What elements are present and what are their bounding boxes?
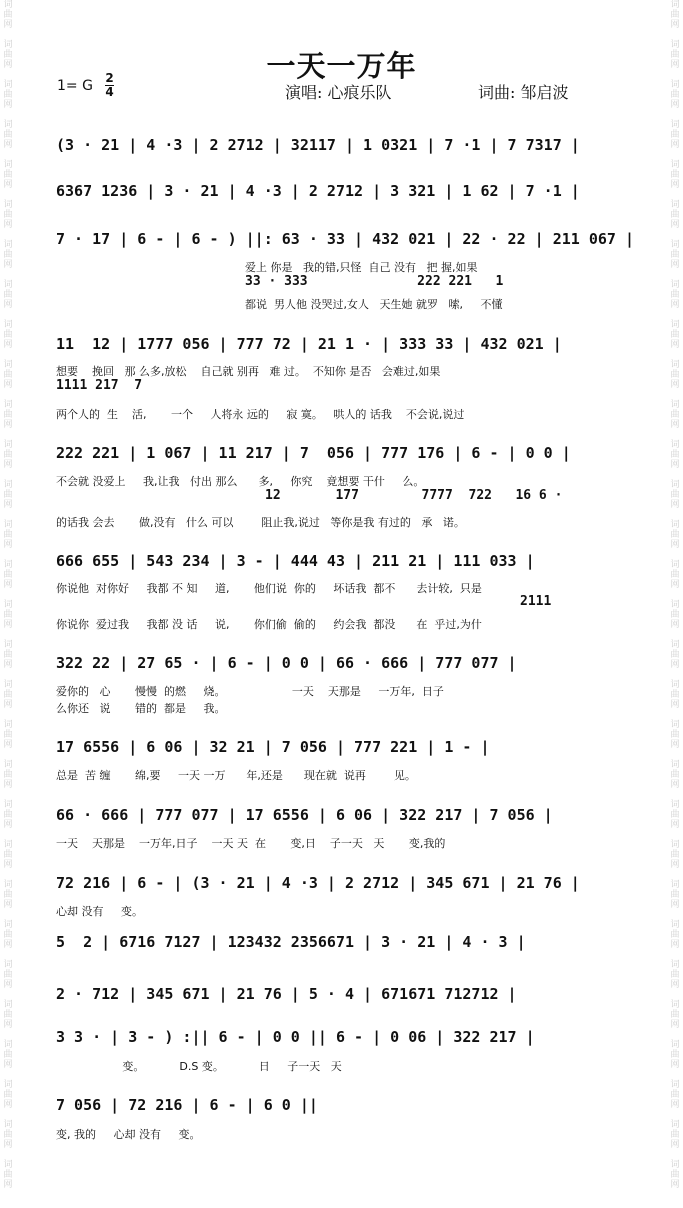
notation-line: 222 221 | 1 067 | 11 217 | 7 056 | 777 176 | 6 - | 0 0 | <box>56 444 571 462</box>
lyric-line: 么你还 说 错的 都是 我。 <box>56 702 226 715</box>
meter-top: 2 <box>105 71 114 85</box>
watermark-left: 词 曲 网 词 曲 网 词 曲 网 词 曲 网 词 曲 网 词 曲 网 词 曲 网 词 曲 网 词 曲 网 词 曲 网 词 曲 网 词 曲 网 词 曲 网 词 曲 网 词 曲 网 词 曲 网 词 曲 网 词 曲 网 词 曲 网 词 曲 网 词 曲 网 词 曲 网 词 曲 网 词 曲 网 词 曲 网 词 曲 网 词 曲 网 词 曲 网 词 曲 网 词 曲 网 <box>3 0 13 1190</box>
lyric-line: 一天 天那是 一万年,日子 一天 天 在 变,日 子一天 天 变,我的 <box>56 837 446 850</box>
notation-line: 3 3 · | 3 - ) :|| 6 - | 0 0 || 6 - | 0 06 | 322 217 | <box>56 1028 535 1046</box>
notation-line: 17 6556 | 6 06 | 32 21 | 7 056 | 777 221 | 1 - | <box>56 738 490 756</box>
lyric-line: 爱上 你是 我的错,只怪 自己 没有 把 握,如果 <box>245 261 478 274</box>
lyric-line: 两个人的 生 活, 一个 人将永 远的 寂 寞。 哄人的 话我 不会说,说过 <box>56 408 465 421</box>
notation-line: 2111 <box>520 594 552 609</box>
lyric-line: 你说他 对你好 我都 不 知 道, 他们说 你的 坏话我 都不 去计较, 只是 <box>56 582 482 595</box>
notation-line: 72 216 | 6 - | (3 · 21 | 4 ·3 | 2 2712 | 345 671 | 21 76 | <box>56 874 580 892</box>
lyric-line: 想要 挽回 那 么多,放松 自己就 别再 难 过。 不知你 是否 会难过,如果 <box>56 365 441 378</box>
key-signature: 1= G <box>57 78 93 94</box>
lyric-line: 心却 没有 变。 <box>56 905 143 918</box>
lyric-line: 变, 我的 心却 没有 变。 <box>56 1128 201 1141</box>
time-signature <box>105 72 114 99</box>
singer-credit: 演唱: 心痕乐队 <box>285 83 392 102</box>
watermark-right: 词 曲 网 词 曲 网 词 曲 网 词 曲 网 词 曲 网 词 曲 网 词 曲 网 词 曲 网 词 曲 网 词 曲 网 词 曲 网 词 曲 网 词 曲 网 词 曲 网 词 曲 网 词 曲 网 词 曲 网 词 曲 网 词 曲 网 词 曲 网 词 曲 网 词 曲 网 词 曲 网 词 曲 网 词 曲 网 词 曲 网 词 曲 网 词 曲 网 词 曲 网 词 曲 网 <box>670 0 680 1190</box>
notation-line: 6367 1236 | 3 · 21 | 4 ·3 | 2 2712 | 3 321 | 1 62 | 7 ·1 | <box>56 182 580 200</box>
notation-line: 2 · 712 | 345 671 | 21 76 | 5 · 4 | 671671 712712 | <box>56 985 517 1003</box>
notation-line: (3 · 21 | 4 ·3 | 2 2712 | 32117 | 1 0321 | 7 ·1 | 7 7317 | <box>56 136 580 154</box>
lyric-line: 不会就 没爱上 我,让我 付出 那么 多, 你究 竟想要 干什 么。 <box>56 475 425 488</box>
lyric-line: 的话我 会去 做,没有 什么 可以 阻止我,说过 等你是我 有过的 承 诺。 <box>56 516 465 529</box>
song-title: 一天一万年 <box>266 49 417 83</box>
lyric-line: 爱你的 心 慢慢 的燃 烧。 一天 天那是 一万年, 日子 <box>56 685 444 698</box>
notation-line: 11 12 | 1777 056 | 777 72 | 21 1 · | 333 33 | 432 021 | <box>56 335 562 353</box>
lyric-line: 变。 D.S 变。 日 子一天 天 <box>56 1060 342 1073</box>
notation-line: 666 655 | 543 234 | 3 - | 444 43 | 211 21 | 111 033 | <box>56 552 535 570</box>
notation-line: 5 2 | 6716 7127 | 123432 2356671 | 3 · 21 | 4 · 3 | <box>56 933 526 951</box>
meter-bottom: 4 <box>105 85 114 99</box>
notation-line: 66 · 666 | 777 077 | 17 6556 | 6 06 | 322 217 | 7 056 | <box>56 806 553 824</box>
notation-line: 12 177 7777 722 16 6 · <box>265 488 563 503</box>
notation-line: 322 22 | 27 65 · | 6 - | 0 0 | 66 · 666 | 777 077 | <box>56 654 517 672</box>
composer-credit: 词曲: 邹启波 <box>478 83 569 102</box>
notation-line: 33 · 333 222 221 1 <box>245 274 504 289</box>
notation-line: 7 056 | 72 216 | 6 - | 6 0 || <box>56 1096 318 1114</box>
lyric-line: 都说 男人他 没哭过,女人 天生她 就罗 嗦, 不懂 <box>245 298 503 311</box>
lyric-line: 总是 苦 缠 绵,要 一天 一万 年,还是 现在就 说再 见。 <box>56 769 416 782</box>
notation-line: 7 · 17 | 6 - | 6 - ) ||: 63 · 33 | 432 021 | 22 · 22 | 211 067 | <box>56 230 634 248</box>
notation-line: 1111 217 7 <box>56 378 143 393</box>
lyric-line: 你说你 爱过我 我都 没 话 说, 你们偷 偷的 约会我 都没 在 乎过,为什 <box>56 618 482 631</box>
